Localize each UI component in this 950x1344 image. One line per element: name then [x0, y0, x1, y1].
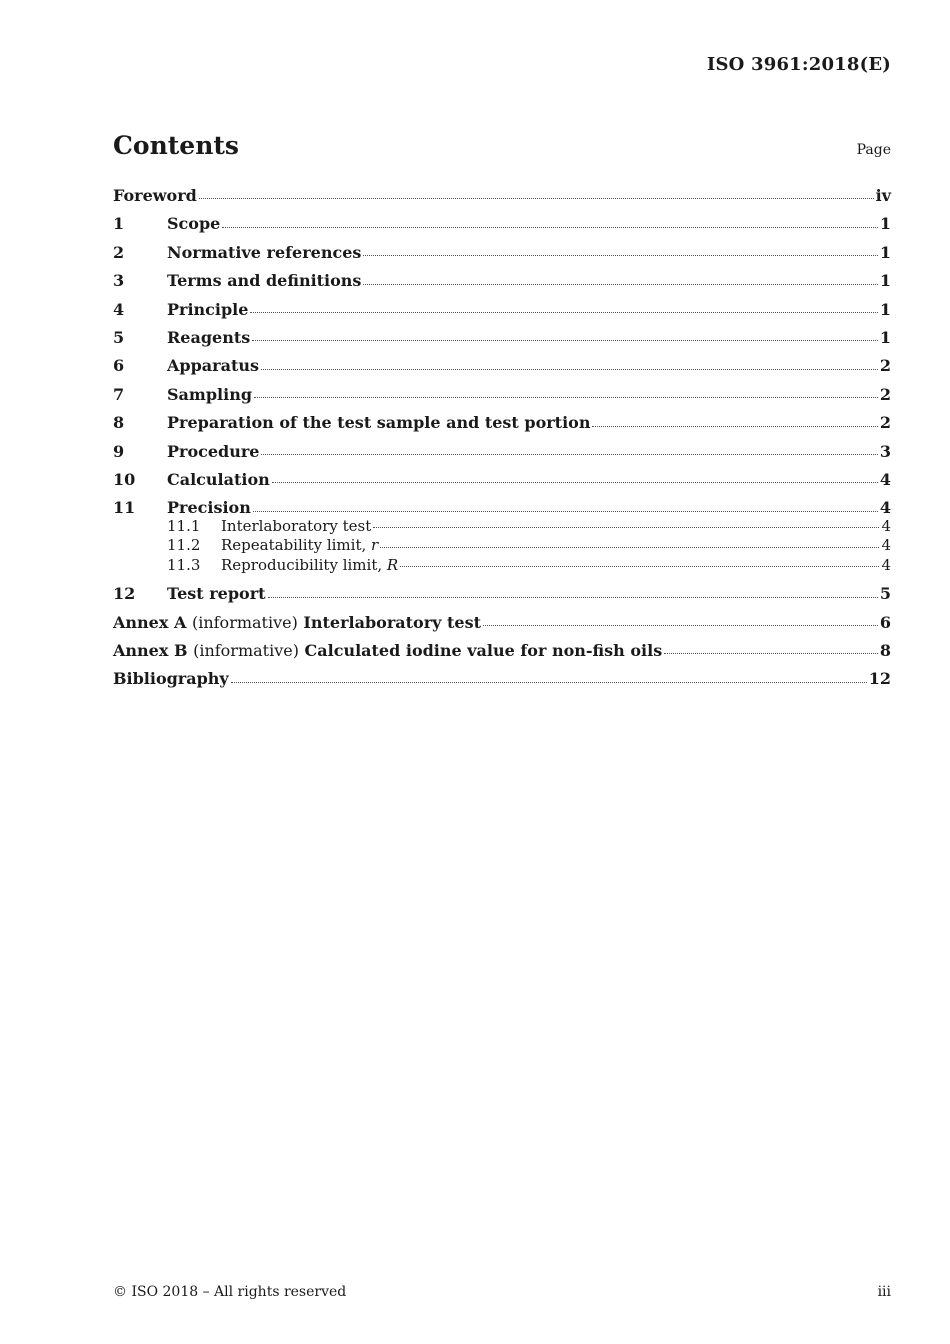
toc-title: Preparation of the test sample and test portion — [167, 413, 591, 433]
toc-page: 4 — [881, 536, 891, 555]
toc-title — [221, 556, 398, 576]
toc-entry-clause-5[interactable] — [113, 324, 891, 352]
annex-label: Annex B — [113, 640, 188, 660]
toc-page: 4 — [879, 469, 891, 489]
toc-entry-bibliography[interactable] — [113, 665, 891, 693]
document-identifier: ISO 3961:2018(E) — [706, 54, 891, 75]
toc-title: Interlaboratory test — [221, 516, 372, 535]
dot-leader — [373, 526, 879, 528]
toc-page: 1 — [879, 242, 891, 262]
dot-leader — [252, 339, 878, 341]
toc-title-variable: R — [386, 555, 399, 574]
toc-title: Procedure — [167, 441, 260, 461]
toc-page: 2 — [879, 356, 891, 376]
toc-title: Foreword — [113, 186, 197, 205]
annex-title: Interlaboratory test — [303, 612, 481, 632]
toc-number: 12 — [113, 584, 136, 604]
toc-entry-clause-3[interactable] — [113, 267, 891, 295]
dot-leader — [400, 565, 879, 567]
toc-number: 8 — [113, 413, 125, 433]
dot-leader — [222, 226, 878, 228]
toc-entry-clause-2[interactable] — [113, 239, 891, 267]
toc-title: Principle — [167, 299, 249, 319]
toc-entry-clause-7[interactable] — [113, 381, 891, 409]
toc-page: iv — [875, 186, 891, 205]
toc-entry-clause-6[interactable] — [113, 352, 891, 380]
copyright-notice: © ISO 2018 – All rights reserved — [113, 1284, 347, 1300]
toc-number: 2 — [113, 242, 125, 262]
toc-page: 2 — [879, 413, 891, 433]
toc-number: 6 — [113, 356, 125, 376]
toc-title: Sampling — [167, 384, 253, 404]
dot-leader — [253, 510, 878, 512]
toc-entry-clause-8[interactable] — [113, 409, 891, 437]
dot-leader — [363, 254, 877, 256]
toc-title: Bibliography — [113, 669, 229, 689]
toc-page: 4 — [881, 555, 891, 574]
toc-entry-clause-10[interactable] — [113, 466, 891, 494]
toc-entry-annex-b[interactable] — [113, 637, 891, 665]
toc-entry-clause-9[interactable] — [113, 438, 891, 466]
toc-entry-subclause-11-3[interactable] — [113, 556, 891, 576]
toc-title: Apparatus — [167, 356, 259, 376]
toc-title-variable: r — [371, 536, 379, 555]
toc-number: 3 — [113, 271, 125, 291]
dot-leader — [231, 681, 867, 683]
annex-type: (informative) — [191, 612, 298, 632]
toc-entry-foreword[interactable] — [113, 182, 891, 210]
toc-page: 1 — [879, 214, 891, 234]
toc-title — [113, 637, 662, 665]
annex-label: Annex A — [113, 612, 187, 632]
toc-number: 11.1 — [167, 516, 201, 535]
toc-entry-clause-4[interactable] — [113, 296, 891, 324]
toc-title: Calculation — [167, 469, 270, 489]
toc-title: Precision — [167, 498, 251, 518]
toc-page: 1 — [879, 299, 891, 319]
annex-title: Calculated iodine value for non-fish oils — [304, 640, 663, 660]
toc-page: 1 — [879, 327, 891, 347]
toc-title-text: Reproducibility limit, — [221, 555, 387, 574]
toc-page: 8 — [879, 640, 891, 660]
toc-title-text: Repeatability limit, — [221, 536, 372, 555]
toc-title: Reagents — [167, 327, 251, 347]
toc-page: 2 — [879, 384, 891, 404]
toc-page: 5 — [879, 584, 891, 604]
dot-leader — [664, 652, 878, 654]
annex-type: (informative) — [193, 640, 299, 660]
dot-leader — [483, 624, 878, 626]
toc-title: Normative references — [167, 242, 362, 262]
dot-leader — [380, 546, 879, 548]
dot-leader — [250, 311, 877, 313]
toc-page: 1 — [879, 271, 891, 291]
toc-title: Scope — [167, 214, 221, 234]
toc-number: 11.2 — [167, 536, 201, 555]
toc-title: Test report — [167, 584, 266, 604]
dot-leader — [272, 481, 878, 483]
toc-title — [113, 609, 481, 637]
toc-page: 3 — [879, 441, 891, 461]
toc-number: 9 — [113, 441, 125, 461]
dot-leader — [261, 368, 878, 370]
toc-number: 4 — [113, 299, 125, 319]
page-column-label: Page — [856, 142, 891, 158]
toc-number: 1 — [113, 214, 125, 234]
toc-entry-clause-1[interactable] — [113, 210, 891, 238]
toc-entry-annex-a[interactable] — [113, 609, 891, 637]
dot-leader — [363, 283, 877, 285]
toc-page: 12 — [868, 669, 891, 689]
dot-leader — [261, 453, 877, 455]
toc-number: 7 — [113, 384, 125, 404]
toc-number: 5 — [113, 327, 125, 347]
table-of-contents — [113, 182, 891, 694]
toc-number: 10 — [113, 469, 136, 489]
toc-entry-subclause-11-2[interactable] — [113, 536, 891, 556]
toc-title — [221, 536, 378, 556]
toc-number: 11.3 — [167, 555, 201, 574]
toc-page: 4 — [881, 516, 891, 535]
contents-heading: Contents — [113, 131, 240, 160]
toc-number: 11 — [113, 498, 136, 518]
toc-page: 6 — [879, 612, 891, 632]
toc-entry-clause-12[interactable] — [113, 580, 891, 608]
toc-title: Terms and definitions — [167, 271, 362, 291]
dot-leader — [199, 197, 874, 199]
dot-leader — [254, 396, 878, 398]
page-number: iii — [877, 1284, 891, 1300]
dot-leader — [268, 596, 878, 598]
toc-page: 4 — [879, 498, 891, 518]
dot-leader — [592, 425, 877, 427]
toc-entry-subclause-11-1[interactable] — [113, 517, 891, 537]
